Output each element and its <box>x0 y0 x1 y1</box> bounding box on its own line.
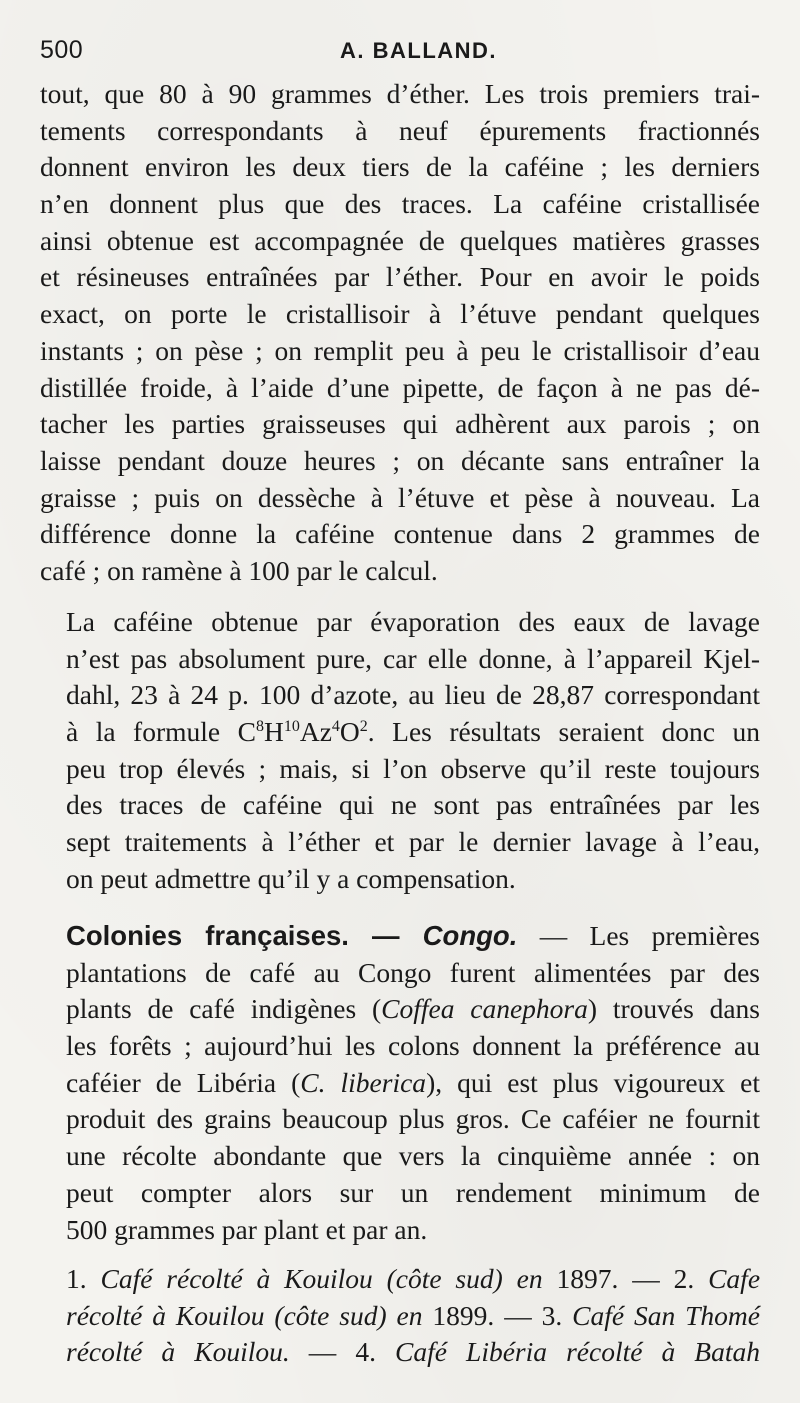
sample-number: 3. <box>541 1299 573 1331</box>
text-segment: ), qui est plus vigoureux et <box>426 1066 760 1098</box>
sample-year: 1897 <box>556 1263 612 1294</box>
formula-suffix: . Les résultats seraient donc un <box>367 716 760 748</box>
text-line: plantations de café au Congo furent alimentées par des <box>66 956 760 988</box>
paragraph-samples-list <box>40 1261 760 1371</box>
text-line: La caféine obtenue par évaporation des eaux de lavage <box>66 606 760 637</box>
sample-number: 2. <box>673 1263 709 1294</box>
page-number: 500 <box>40 36 84 64</box>
text-line: exact, on porte le cristallisoir à l’étuve pendant quelques <box>40 298 760 330</box>
text-line: on peut admettre qu’il y a compensation. <box>66 862 516 894</box>
sample-year: 1899 <box>432 1299 488 1331</box>
separator: . — <box>487 1299 542 1331</box>
heading-line-text: — Les premières <box>517 920 761 951</box>
sample-line <box>40 1261 760 1298</box>
text-line: laisse pendant douze heures ; on décante sans entraîner la <box>40 444 760 476</box>
species-name: C. liberica <box>300 1066 427 1098</box>
sample-line <box>40 1298 760 1335</box>
paragraph-caffeine-extraction <box>40 76 760 590</box>
text-line: différence donne la caféine contenue dans 2 grammes de <box>40 518 760 550</box>
formula-line <box>40 714 760 751</box>
text-line: peu trop élevés ; mais, si l’on observe qu’il reste toujours <box>66 752 760 784</box>
section-heading: Colonies françaises. <box>66 920 349 951</box>
sample-label: Café San Thomé <box>572 1299 760 1331</box>
text-line: 500 grammes par plant et par an. <box>66 1213 428 1245</box>
text-line: n’est pas absolument pure, car elle donne, à l’appareil Kjel- <box>66 642 760 674</box>
text-line <box>40 991 760 1028</box>
formula-element-az: Az <box>299 716 332 748</box>
paragraph-caffeine-purity <box>40 604 760 898</box>
sample-line <box>40 1334 760 1371</box>
running-head: A. BALLAND. <box>340 38 498 63</box>
sample-label: récolté à Kouilou. <box>66 1336 290 1368</box>
text-line: des traces de caféine qui ne sont pas entraînées par les <box>66 789 760 821</box>
text-line: tements correspondants à neuf épurements fractionnés <box>40 114 760 146</box>
sample-number: 1. <box>66 1263 101 1294</box>
text-line: tacher les parties graisseuses qui adhèrent aux parois ; on <box>40 408 760 440</box>
formula-prefix: à la formule C <box>66 716 256 748</box>
formula-element-h: H <box>263 716 284 748</box>
text-line <box>40 1065 760 1102</box>
text-segment: plants de café indigènes ( <box>66 993 382 1025</box>
text-line: sept traitements à l’éther et par le dernier lavage à l’eau, <box>66 826 760 858</box>
text-line: distillée froide, à l’aide d’une pipette, de façon à ne pas dé- <box>40 371 760 403</box>
text-segment: ) trouvés dans <box>587 993 760 1025</box>
text-line: café ; on ramène à 100 par le calcul. <box>40 554 438 586</box>
heading-dash: — <box>348 920 423 951</box>
text-line: peut compter alors sur un rendement minimum de <box>66 1176 760 1208</box>
paragraph-congo-colonies <box>40 918 760 1248</box>
text-line: tout, que 80 à 90 grammes d’éther. Les trois premiers trai- <box>40 78 760 109</box>
page-header <box>40 36 760 76</box>
text-segment: caféier de Libéria ( <box>66 1066 301 1098</box>
separator: . — <box>611 1263 674 1294</box>
sample-label: Café récolté à Kouilou (côte sud) en <box>100 1263 557 1294</box>
formula-subscript-h: 10 <box>283 718 300 736</box>
text-line: graisse ; puis on dessèche à l’étuve et pèse à nouveau. La <box>40 481 760 513</box>
text-line: les forêts ; aujourd’hui les colons donnent la préférence au <box>66 1030 760 1062</box>
formula-element-o: O <box>339 716 360 748</box>
formula-subscript-az: 4 <box>331 718 340 736</box>
formula-subscript-c: 8 <box>255 718 264 736</box>
sample-label: Cafe <box>708 1263 761 1294</box>
text-line: n’en donnent plus que des traces. La caféine cristallisée <box>40 188 760 220</box>
formula-subscript-o: 2 <box>359 718 368 736</box>
text-line: donnent environ les deux tiers de la caféine ; les derniers <box>40 151 760 183</box>
text-line: produit des grains beaucoup plus gros. Ce caféier ne fournit <box>66 1103 760 1135</box>
text-line: dahl, 23 à 24 p. 100 d’azote, au lieu de 28,87 correspondant <box>66 679 760 711</box>
text-line: ainsi obtenue est accompagnée de quelques matières grasses <box>40 224 760 256</box>
separator: — <box>289 1336 356 1368</box>
species-name: Coffea canephora <box>381 993 588 1025</box>
text-line: une récolte abondante que vers la cinquième année : on <box>66 1140 760 1172</box>
sample-label: récolté à Kouilou (côte sud) en <box>66 1299 433 1331</box>
sample-label: Café Libéria récolté à Batah <box>395 1336 760 1368</box>
text-line: et résineuses entraînées par l’éther. Pour en avoir le poids <box>40 261 760 293</box>
section-subheading: Congo. <box>422 920 518 951</box>
sample-number: 4. <box>355 1336 396 1368</box>
text-line: instants ; on pèse ; on remplit peu à peu le cristallisoir d’eau <box>40 334 760 366</box>
section-heading-line <box>40 918 760 955</box>
